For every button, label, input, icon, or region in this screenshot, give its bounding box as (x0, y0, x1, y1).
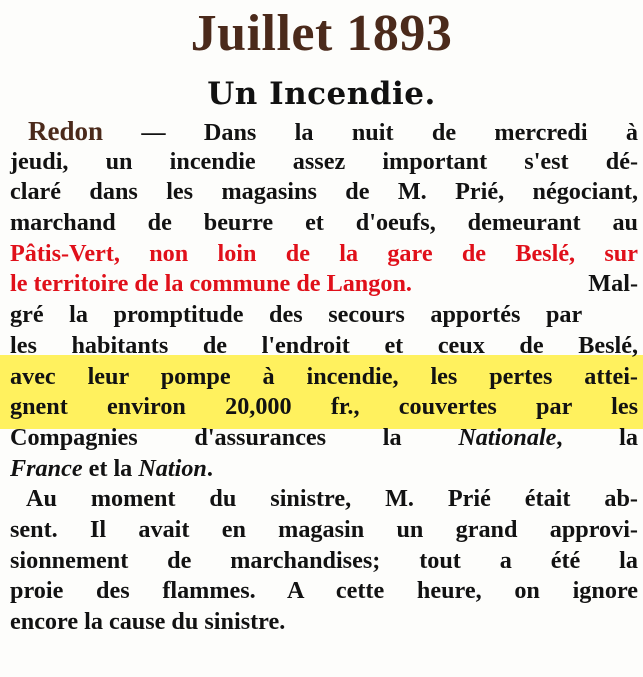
line-text: , la (556, 423, 638, 451)
article-line (10, 116, 638, 147)
insurer-name: Nationale (458, 423, 557, 451)
article-line: les habitants de l'endroit et ceux de Beslé, (10, 331, 638, 359)
article-line: avec leur pompe à incendie, les pertes attei- (10, 362, 638, 390)
article-line (10, 454, 638, 485)
highlighted-line: Pâtis-Vert, non loin de la gare de Beslé, sur (10, 239, 638, 267)
article-line (10, 423, 638, 454)
line-text: — Dans la nuit de mercredi à (103, 119, 638, 146)
article-line: sionnement de marchandises; tout a été la (10, 546, 638, 574)
highlighted-line (10, 269, 638, 300)
line-text: Compagnies d'assurances la (10, 423, 459, 451)
article-line: marchand de beurre et d'oeufs, demeurant au (10, 209, 638, 237)
article-line: jeudi, un incendie assez important s'est dé- (10, 147, 638, 175)
article-line: Au moment du sinistre, M. Prié était ab- (26, 485, 638, 513)
insurer-name: France (10, 454, 83, 482)
insurer-name: Nation (138, 454, 207, 482)
highlighted-text: le territoire de la commune de Langon. (10, 270, 412, 298)
article-line: sent. Il avait en magasin un grand approvi- (10, 515, 638, 543)
line-text: Mal- (582, 270, 638, 298)
date-title: Juillet 1893 (190, 5, 453, 62)
article-headline: Un Incendie. (207, 76, 436, 112)
article-body (10, 116, 638, 638)
line-text: et la (82, 454, 139, 482)
article-line: gnent environ 20,000 fr., couvertes par les (10, 393, 638, 421)
article-line: encore la cause du sinistre. (10, 608, 286, 635)
article-line: proie des flammes. A cette heure, on ignore (10, 577, 638, 605)
line-text: . (206, 454, 213, 482)
article-line: gré la promptitude des secours apportés par (10, 301, 583, 329)
article-line: claré dans les magasins de M. Prié, négociant, (10, 178, 638, 206)
place-name: Redon (28, 116, 104, 146)
